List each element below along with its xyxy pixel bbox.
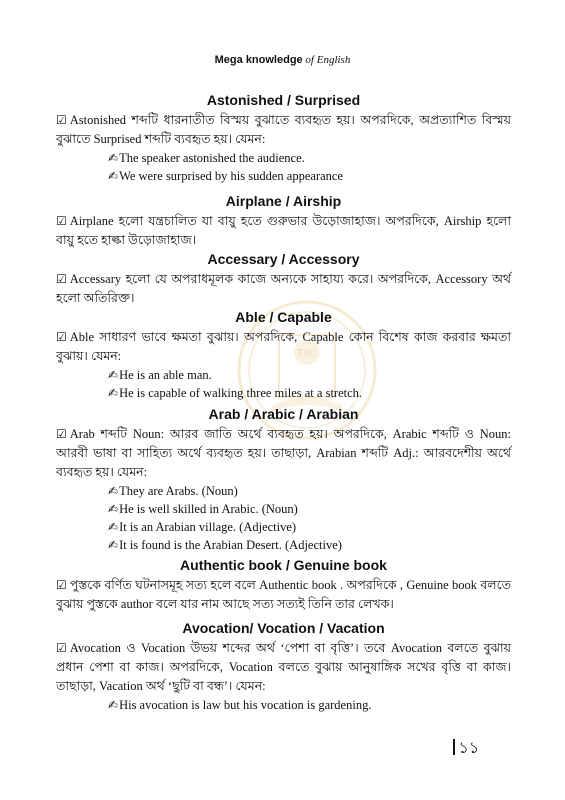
checkbox-icon: ☑ [56,113,67,127]
section-title: Accessary / Accessory [207,251,360,267]
section-authentic-genuine [56,557,511,614]
example-text: He is capable of walking three miles at a stretch. [119,386,363,400]
example-text: The speaker astonished the audience. [119,151,305,165]
example-text: He is well skilled in Arabic. (Noun) [119,502,298,516]
writing-hand-icon: ✍ [108,368,119,382]
checkbox-icon: ☑ [56,427,67,441]
example-line [56,500,511,518]
writing-hand-icon: ✍ [108,698,119,712]
section-body [56,111,511,149]
section-title: Avocation/ Vocation / Vacation [182,620,385,636]
checkbox-icon: ☑ [56,641,67,655]
section-astonished-surprised [56,92,511,185]
example-text: He is an able man. [119,368,212,382]
example-line [56,384,511,402]
checkbox-icon: ☑ [56,214,67,228]
example-text: It is an Arabian village. (Adjective) [119,520,297,534]
body-text: Arab শব্দটি Noun: আরব জাতি অর্থে ব্যবহৃত হয়। অপরদিকে, Arabic শব্দটি ও Noun: আরবী ভাষা বা সাহিত্য অর্থে ব্যবহৃত হয়। তাছাড়া, Arabian শব্দটি Adj.: আরবদেশীয় অর্থে ব্যবহৃত হয়। যেমন: [56,427,511,479]
example-line [56,696,511,714]
section-body [56,212,511,250]
svg-text:TBC: TBC [297,348,317,359]
body-text: পুস্তকে বর্ণিত ঘটনাসমূহ সত্য হলে বলে Authentic book . অপরদিকে , Genuine book বলতে বুঝায় পুস্তকে author বলে যার নাম আছে সত্য সত্যই তিনি তার লেখক। [56,578,511,611]
example-line [56,482,511,500]
example-line [56,149,511,167]
page-number-divider [453,739,455,755]
page-number-text: ১১ [458,738,480,757]
example-line [56,536,511,554]
writing-hand-icon: ✍ [108,151,119,165]
writing-hand-icon: ✍ [108,169,119,183]
section-accessary-accessory [56,251,511,308]
section-body [56,639,511,696]
body-text: Able সাধারণ ভাবে ক্ষমতা বুঝায়। অপরদিকে, Capable কোন বিশেষ কাজ করবার ক্ষমতা বুঝায়। যেমন: [56,330,511,363]
writing-hand-icon: ✍ [108,386,119,400]
section-body [56,576,511,614]
section-arab-arabic-arabian [56,406,511,554]
section-title: Airplane / Airship [225,193,342,209]
checkbox-icon: ☑ [56,272,67,286]
example-line [56,518,511,536]
header-subtitle: of English [305,54,351,66]
running-header [0,54,565,66]
section-title: Authentic book / Genuine book [180,557,387,573]
example-text: We were surprised by his sudden appearance [119,169,343,183]
example-text: It is found is the Arabian Desert. (Adjective) [119,538,342,552]
writing-hand-icon: ✍ [108,520,119,534]
body-text: Astonished শব্দটি ধারনাতীত বিস্ময় বুঝাতে ব্যবহৃত হয়। অপরদিকে, অপ্রত্যাশিত বিস্ময় বুঝাতে Surprised শব্দটি ব্যবহৃত হয়। যেমন: [56,113,511,146]
section-airplane-airship [56,193,511,250]
writing-hand-icon: ✍ [108,502,119,516]
section-avocation-vocation-vacation [56,620,511,714]
section-title: Able / Capable [235,309,332,325]
section-title: Arab / Arabic / Arabian [208,406,359,422]
section-body [56,270,511,308]
section-body [56,328,511,366]
example-line [56,366,511,384]
body-text: Airplane হলো যন্ত্রচালিত যা বায়ু হতে গুরুভার উড়োজাহাজ। অপরদিকে, Airship হলো বায়ু হতে হাল্কা উড়োজাহাজ। [56,214,511,247]
checkbox-icon: ☑ [56,578,67,592]
section-body [56,425,511,482]
checkbox-icon: ☑ [56,330,67,344]
section-able-capable [56,309,511,402]
example-line [56,167,511,185]
example-text: They are Arabs. (Noun) [119,484,238,498]
header-title: Mega knowledge [214,54,303,66]
example-text: His avocation is law but his vocation is gardening. [119,698,372,712]
body-text: Accessary হলো যে অপরাধমূলক কাজে অন্যকে সাহায্য করে। অপরদিকে, Accessory অর্থ হলো অতিরিক্ত। [56,272,511,305]
body-text: Avocation ও Vocation উভয় শব্দের অর্থ ‘পেশা বা বৃত্তি’। তবে Avocation বলতে বুঝায় প্রধান পেশা বা কাজ। অপরদিকে, Vocation বলতে বুঝায় আনুষাঙ্গিক সখের বৃত্তি বা কাজ। তাছাড়া, Vacation অর্থ ‘ছুটি বা বন্ধ’। যেমন: [56,641,511,693]
section-title: Astonished / Surprised [206,92,361,108]
writing-hand-icon: ✍ [108,538,119,552]
writing-hand-icon: ✍ [108,484,119,498]
page-number [453,735,479,762]
